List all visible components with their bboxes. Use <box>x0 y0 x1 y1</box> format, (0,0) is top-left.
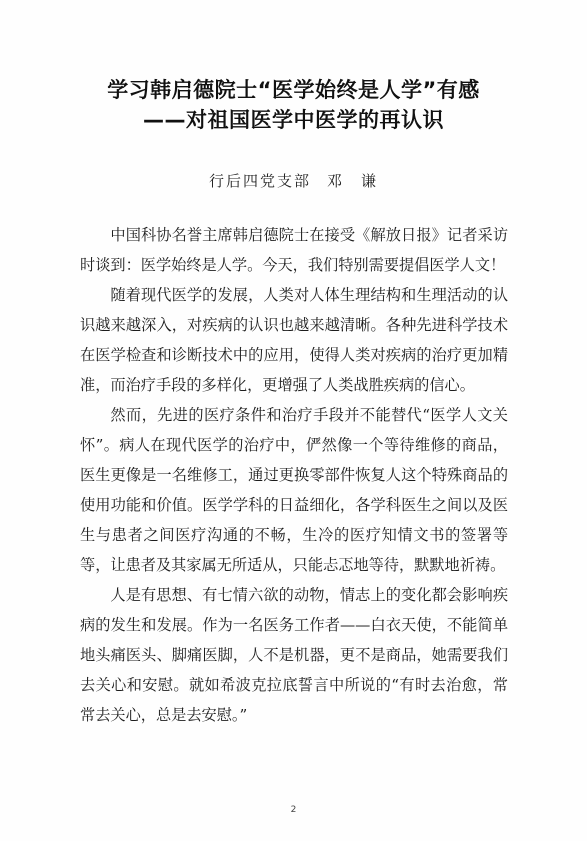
page-number: 2 <box>290 805 297 815</box>
title-line-2: ——对祖国医学中医学的再认识 <box>143 108 444 132</box>
body-text <box>80 220 508 730</box>
title-line-1: 学习韩启德院士“医学始终是人学”有感 <box>107 78 480 102</box>
author-line <box>0 170 587 191</box>
author-name: 邓 谦 <box>327 172 379 190</box>
paragraph-4: 人是有思想、有七情六欲的动物，情志上的变化都会影响疾病的发生和发展。作为一名医务工作者——白衣天使，不能简单地头痛医头、脚痛医脚，人不是机器，更不是商品，她需要我们去关心和安慰。就如希波克拉底誓言中所说的“有时去治愈，常常去关心，总是去安慰。” <box>80 586 508 724</box>
paragraph-3: 然而，先进的医疗条件和治疗手段并不能替代“医学人文关怀”。病人在现代医学的治疗中，俨然像一个等待维修的商品，医生更像是一名维修工，通过更换零部件恢复人这个特殊商品的使用功能和价值。医学学科的日益细化，各学科医生之间以及医生与患者之间医疗沟通的不畅，生冷的医疗知情文书的签署等等，让患者及其家属无所适从，只能忐忑地等待，默默地祈祷。 <box>80 406 508 574</box>
paragraph-1: 中国科协名誉主席韩启德院士在接受《解放日报》记者采访时谈到：医学始终是人学。今天，我们特别需要提倡医学人文！ <box>80 226 508 274</box>
author-unit: 行后四党支部 <box>208 172 311 190</box>
paragraph-2: 随着现代医学的发展，人类对人体生理结构和生理活动的认识越来越深入，对疾病的认识也越来越清晰。各种先进科学技术在医学检查和诊断技术中的应用，使得人类对疾病的治疗更加精准，而治疗手段的多样化，更增强了人类战胜疾病的信心。 <box>80 286 508 394</box>
